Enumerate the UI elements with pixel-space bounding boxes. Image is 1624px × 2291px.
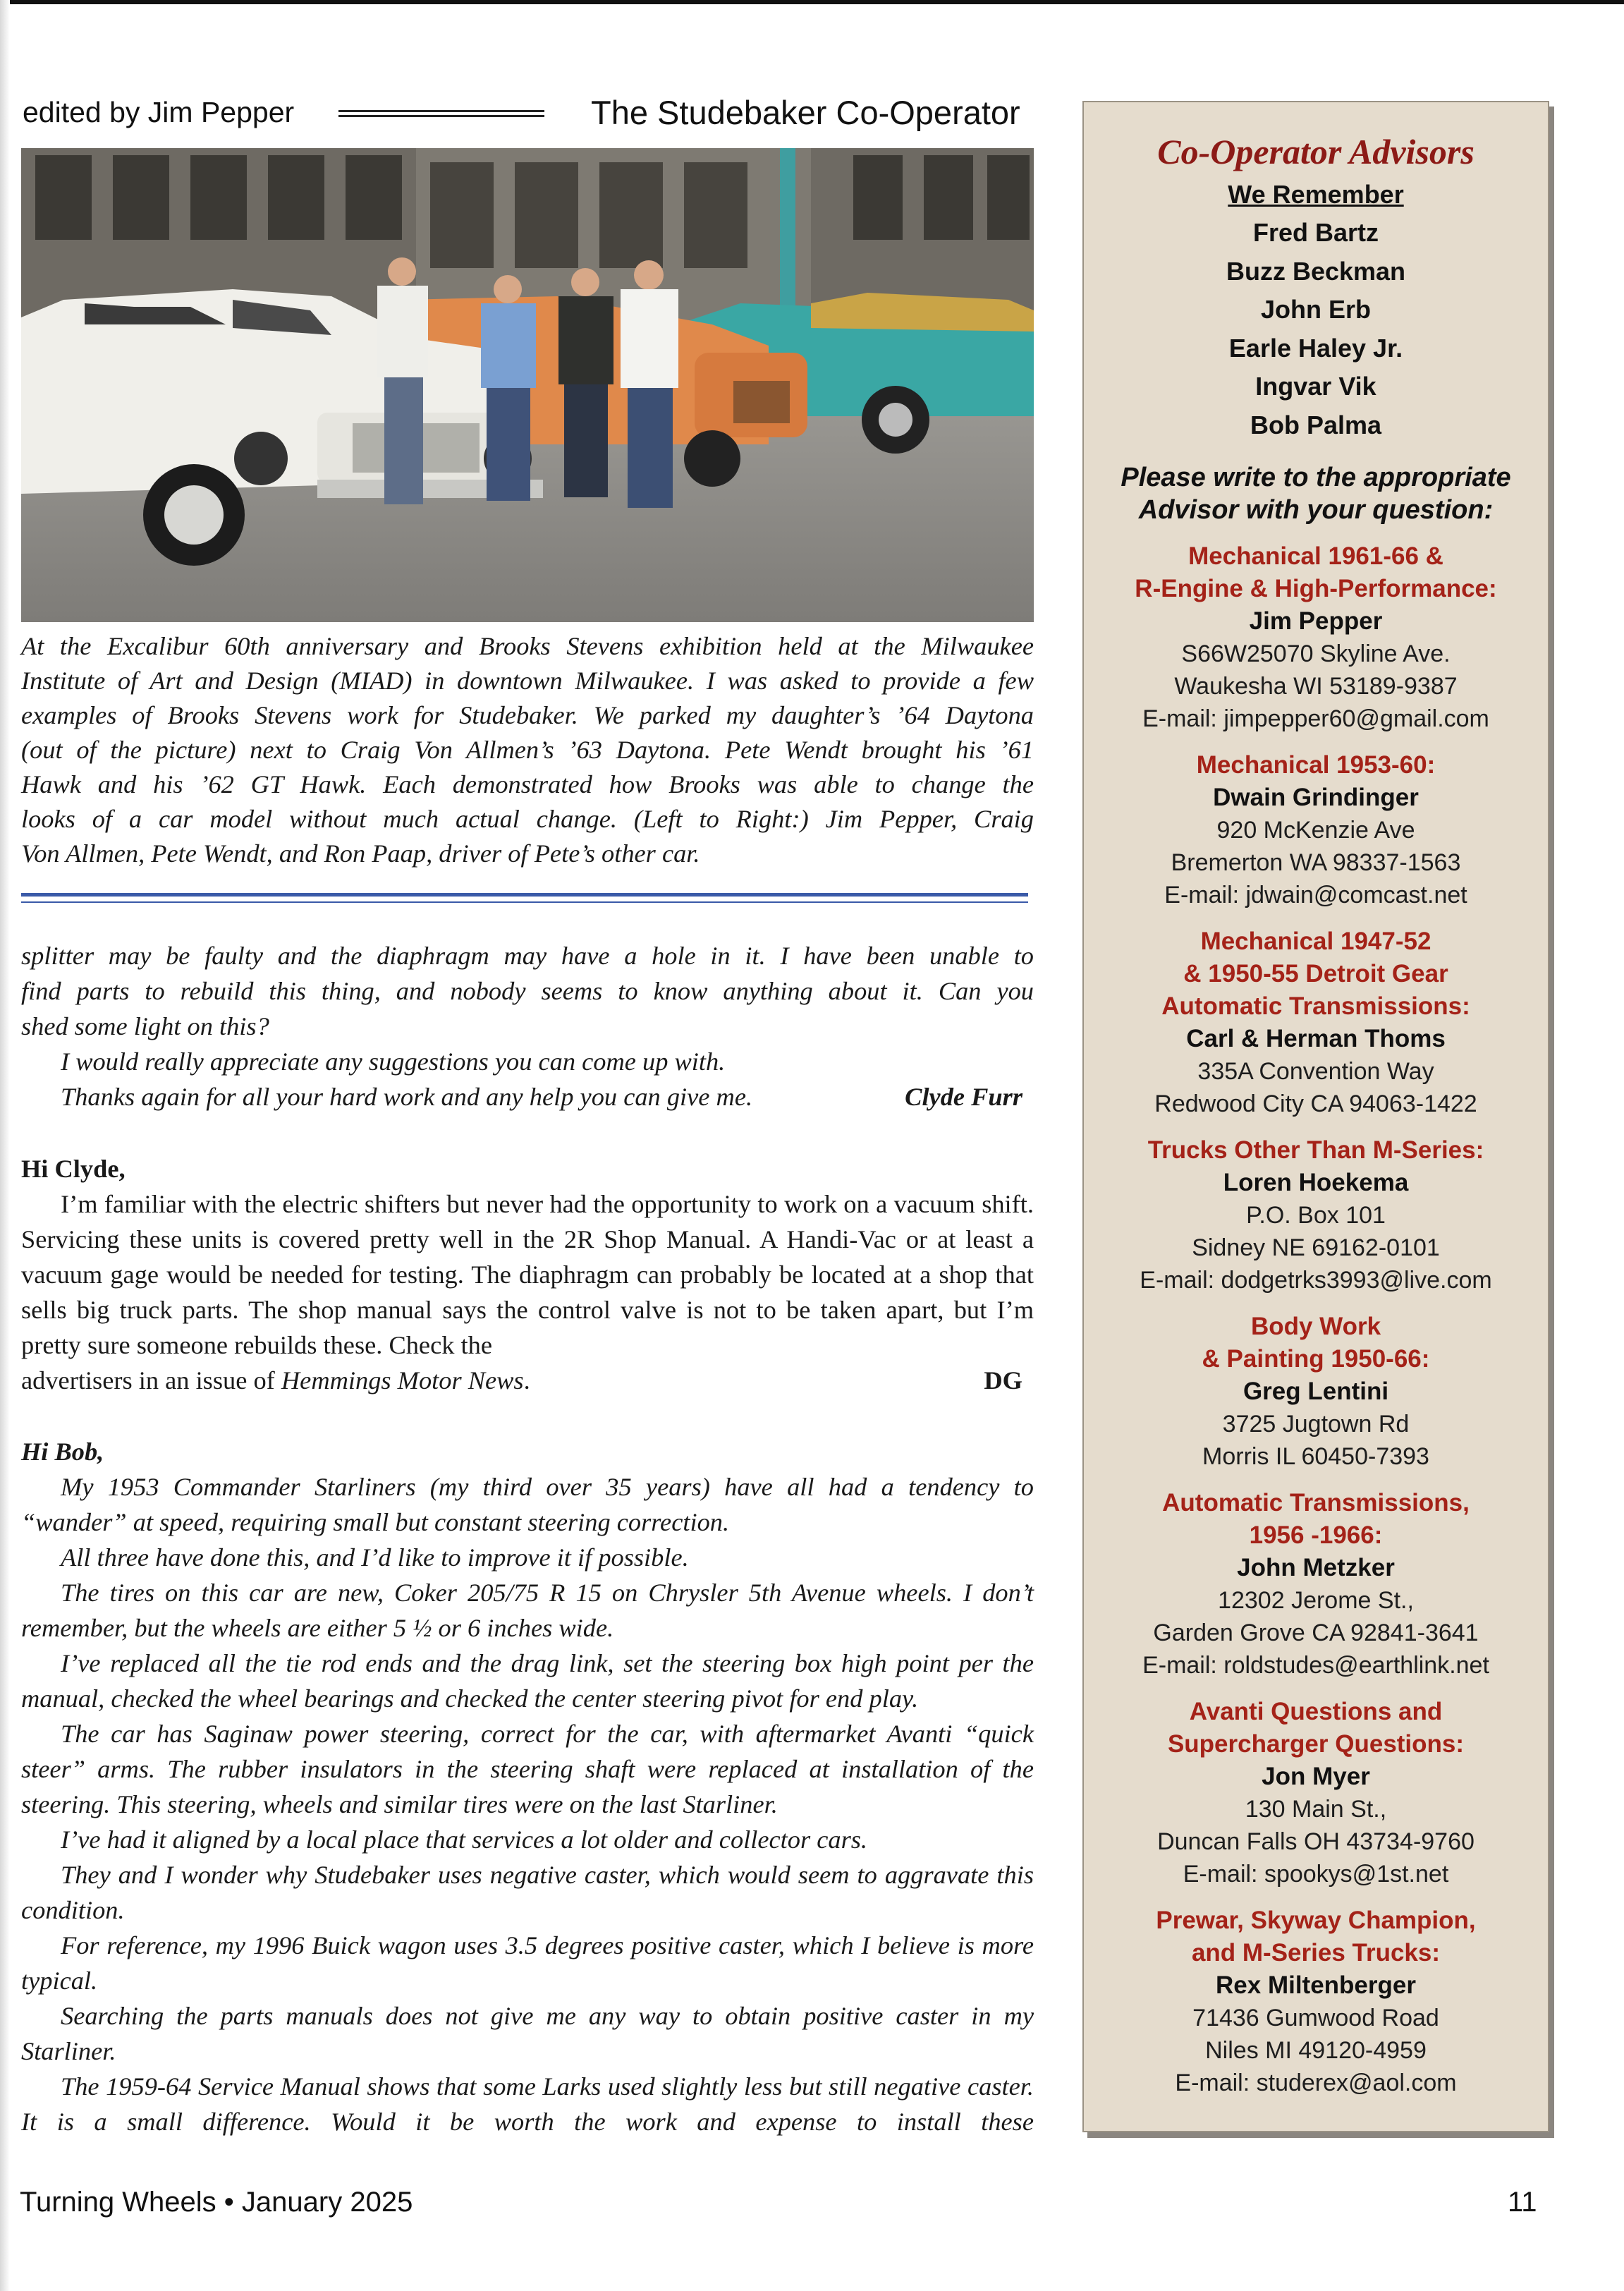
photo-caption xyxy=(21,629,1034,871)
section-title: & Painting 1950-66: xyxy=(1202,1345,1430,1373)
greeting-bob: Hi Bob, xyxy=(21,1438,104,1466)
letter-paragraph: All three have done this, and I’d like to improve it if possible. xyxy=(61,1543,689,1572)
section-title: and M-Series Trucks: xyxy=(1191,1939,1441,1967)
section-title: Mechanical 1953-60: xyxy=(1196,751,1436,779)
advisor-address: 920 McKenzie Ave xyxy=(1216,817,1415,844)
page-gutter-shadow xyxy=(0,0,10,2291)
letter-paragraph: I’ve replaced all the tie rod ends and the drag link, set the steering box high point per the manual, checked the wheel bearings and checked the center steering pivot for end play. xyxy=(21,1649,1034,1713)
section-title: Supercharger Questions: xyxy=(1167,1730,1465,1758)
publication-name: Hemmings Motor News xyxy=(281,1366,524,1394)
section-title: Mechanical 1961-66 & xyxy=(1188,542,1443,570)
advisor-section xyxy=(1084,1696,1548,1890)
caption-line: examples of Brooks Stevens work for Studebaker. We parked my daughter’s ’64 Daytona xyxy=(21,701,1034,729)
advisor-address: 12302 Jerome St., xyxy=(1218,1587,1414,1614)
remembered-name: Fred Bartz xyxy=(1252,218,1379,247)
advisor-email: E-mail: dodgetrks3993@live.com xyxy=(1140,1267,1492,1294)
car-show-photo xyxy=(21,148,1034,622)
advisor-address: Bremerton WA 98337-1563 xyxy=(1171,849,1461,876)
letter-bob xyxy=(21,1434,1034,2139)
advisor-address: 335A Convention Way xyxy=(1197,1058,1434,1085)
letter-paragraph: The car has Saginaw power steering, correct for the car, with aftermarket Avanti “quick steer” arms. The rubber insulators in the steering shaft were replaced at installation of the steering. This steering, wheels and similar tires were on the last Starliner. xyxy=(21,1720,1034,1818)
advisor-email: E-mail: jdwain@comcast.net xyxy=(1164,882,1467,909)
advisor-address: 130 Main St., xyxy=(1245,1796,1387,1823)
remembered-name: Ingvar Vik xyxy=(1255,372,1376,401)
section-title: R-Engine & High-Performance: xyxy=(1135,575,1497,602)
letter-line: splitter may be faulty and the diaphragm may have a hole in it. I have been unable to xyxy=(21,942,1034,970)
advisor-name: Carl & Herman Thoms xyxy=(1186,1025,1446,1052)
section-title: & 1950-55 Detroit Gear xyxy=(1183,960,1448,988)
section-title: Prewar, Skyway Champion, xyxy=(1156,1907,1476,1934)
section-title: Automatic Transmissions: xyxy=(1161,992,1470,1020)
advisor-section xyxy=(1084,1904,1548,2099)
caption-line: Von Allmen, Pete Wendt, and Ron Paap, driver of Pete’s other car. xyxy=(21,839,700,868)
advisor-address: Garden Grove CA 92841-3641 xyxy=(1153,1620,1479,1646)
advisors-sidebar xyxy=(1082,101,1549,2132)
caption-line: Hawk and his ’62 GT Hawk. Each demonstrated how Brooks was able to change the xyxy=(21,770,1034,798)
advisor-section xyxy=(1084,1134,1548,1296)
section-title: Automatic Transmissions, xyxy=(1162,1489,1470,1517)
advisor-address: Niles MI 49120-4959 xyxy=(1205,2037,1427,2064)
column-title: The Studebaker Co-Operator xyxy=(591,94,1020,131)
advisor-email: E-mail: spookys@1st.net xyxy=(1183,1861,1449,1888)
section-title: Body Work xyxy=(1250,1313,1381,1340)
advisor-email: E-mail: studerex@aol.com xyxy=(1175,2070,1457,2096)
advisor-address: P.O. Box 101 xyxy=(1246,1202,1386,1229)
advisor-address: Waukesha WI 53189-9387 xyxy=(1174,673,1458,700)
caption-line: At the Excalibur 60th anniversary and Brooks Stevens exhibition held at the Milwaukee xyxy=(21,632,1034,660)
section-divider xyxy=(21,893,1028,903)
header-double-rule xyxy=(338,110,544,117)
letter-paragraph: Searching the parts manuals does not give me any way to obtain positive caster in my Starliner. xyxy=(21,2002,1034,2065)
section-title: Mechanical 1947-52 xyxy=(1200,928,1431,955)
top-edge-line xyxy=(0,0,1624,4)
advisor-email: E-mail: jimpepper60@gmail.com xyxy=(1142,705,1489,732)
letter-line: Thanks again for all your hard work and any help you can give me. xyxy=(61,1083,753,1111)
letter-line: I would really appreciate any suggestions you can come up with. xyxy=(61,1047,726,1076)
signature-clyde: Clyde Furr xyxy=(905,1083,1022,1111)
footer-issue: January 2025 xyxy=(241,2187,413,2218)
reply-clyde xyxy=(21,1151,1034,1398)
letter-clyde xyxy=(21,938,1034,1114)
letter-line: find parts to rebuild this thing, and nobody seems to know anything about it. Can you xyxy=(21,977,1034,1005)
letter-paragraph: For reference, my 1996 Buick wagon uses 3.5 degrees positive caster, which I believe is more typical. xyxy=(21,1931,1034,1995)
remembered-name: Bob Palma xyxy=(1250,410,1382,439)
write-note: Please write to the appropriate Advisor with your question: xyxy=(1121,463,1511,525)
advisor-name: Loren Hoekema xyxy=(1223,1169,1409,1196)
remembered-name: Buzz Beckman xyxy=(1226,256,1406,286)
signature-dg: DG xyxy=(984,1366,1022,1394)
section-title: 1956 -1966: xyxy=(1249,1521,1383,1549)
advisor-address: 71436 Gumwood Road xyxy=(1192,2005,1439,2031)
advisor-section xyxy=(1084,1311,1548,1473)
reply-paragraph: I’m familiar with the electric shifters but never had the opportunity to work on a vacuum shift. Servicing these units is covered pretty well in the 2R Shop Manual. A Handi-Vac or at least a vacuum gage would be needed for testing. The diaphragm can probably be located at a shop that sells big truck parts. The shop manual says the control valve is not to be taken apart, but I’m pretty sure someone rebuilds these. Check the xyxy=(21,1190,1034,1359)
reply-last-line: advertisers in an issue of Hemmings Motor News. xyxy=(21,1366,530,1394)
letter-line: shed some light on this? xyxy=(21,1012,269,1040)
caption-line: looks of a car model without much actual change. (Left to Right:) Jim Pepper, Craig xyxy=(21,805,1034,833)
advisor-name: Rex Miltenberger xyxy=(1216,1971,1416,1999)
we-remember-heading: We Remember xyxy=(1228,180,1404,209)
caption-line: (out of the picture) next to Craig Von Allmen’s ’63 Daytona. Pete Wendt brought his ’61 xyxy=(21,736,1034,764)
advisor-name: Jim Pepper xyxy=(1249,607,1383,635)
letter-paragraph: The 1959-64 Service Manual shows that some Larks used slightly less but still negative caster. It is a small difference. Would it be worth the work and expense to install these xyxy=(21,2072,1034,2136)
advisor-email: E-mail: roldstudes@earthlink.net xyxy=(1142,1652,1489,1679)
advisor-section xyxy=(1084,749,1548,911)
advisor-name: Greg Lentini xyxy=(1243,1378,1389,1405)
advisor-name: Dwain Grindinger xyxy=(1213,784,1419,811)
advisor-address: 3725 Jugtown Rd xyxy=(1222,1411,1410,1438)
advisor-address: Morris IL 60450-7393 xyxy=(1202,1443,1429,1470)
section-title: Trucks Other Than M-Series: xyxy=(1147,1136,1484,1164)
letter-paragraph: The tires on this car are new, Coker 205/75 R 15 on Chrysler 5th Avenue wheels. I don’t remember, but the wheels are either 5 ½ or 6 inches wide. xyxy=(21,1579,1034,1642)
advisor-name: John Metzker xyxy=(1237,1554,1395,1581)
advisor-section xyxy=(1084,540,1548,735)
advisor-address: Sidney NE 69162-0101 xyxy=(1192,1234,1440,1261)
section-title: Avanti Questions and xyxy=(1189,1698,1443,1725)
advisor-section xyxy=(1084,1487,1548,1682)
footer-separator: • xyxy=(224,2187,234,2218)
editor-credit: edited by Jim Pepper xyxy=(23,96,295,128)
greeting-clyde: Hi Clyde, xyxy=(21,1155,126,1183)
remembered-name: Earle Haley Jr. xyxy=(1228,333,1403,363)
letter-paragraph: I’ve had it aligned by a local place that services a lot older and collector cars. xyxy=(61,1825,868,1854)
caption-line: Institute of Art and Design (MIAD) in downtown Milwaukee. I was asked to provide a few xyxy=(21,667,1034,695)
advisor-section xyxy=(1084,925,1548,1120)
advisor-address: Duncan Falls OH 43734-9760 xyxy=(1157,1828,1475,1855)
page-number: 11 xyxy=(1508,2187,1537,2218)
letter-paragraph: They and I wonder why Studebaker uses negative caster, which would seem to aggravate this condition. xyxy=(21,1861,1034,1924)
advisor-name: Jon Myer xyxy=(1262,1763,1370,1790)
letter-paragraph: My 1953 Commander Starliners (my third over 35 years) have all had a tendency to “wander” at speed, requiring small but constant steering correction. xyxy=(21,1473,1034,1536)
remembered-name: John Erb xyxy=(1260,295,1371,324)
footer-publication: Turning Wheels • January 2025 xyxy=(20,2187,413,2218)
advisor-address: Redwood City CA 94063-1422 xyxy=(1154,1090,1477,1117)
sidebar-title: Co-Operator Advisors xyxy=(1157,132,1475,171)
advisor-address: S66W25070 Skyline Ave. xyxy=(1181,640,1451,667)
